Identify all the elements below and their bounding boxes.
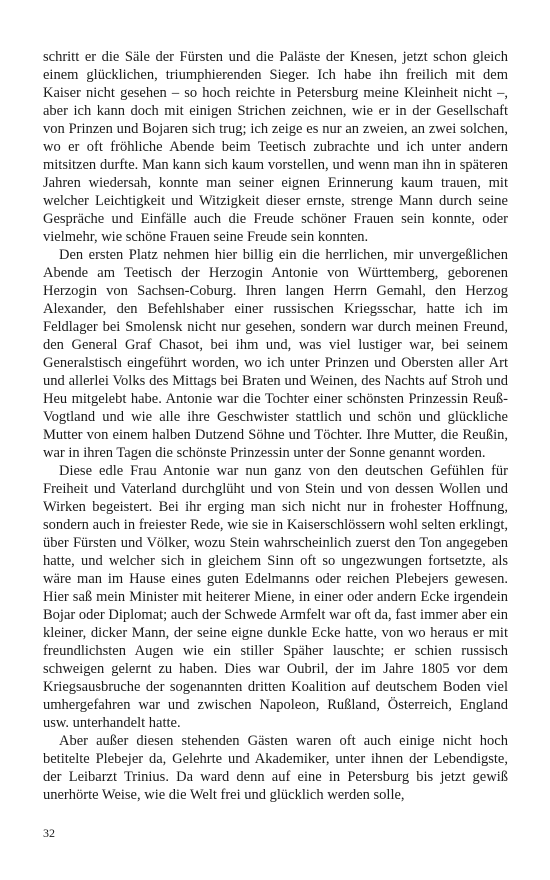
paragraph-antonie-salon: Diese edle Frau Antonie war nun ganz von den deutschen Gefühlen für Freiheit und Vaterland durchglüht und von Stein und von dessen Wollen und Wirken begeistert. Bei ihr erging man sich nicht nur in frohester Hoffnung, sondern auch in freiester Rede, wie sie in Kaiserschlössern wohl selten erklingt, über Fürsten und Völker, wozu Stein wahrscheinlich zuerst den Ton angegeben hatte, und welcher sich in gleichem Sinn oft so ungezwungen fortsetzte, als wäre man im Hause eines guten Edelmanns oder reichen Plebejers gewesen. Hier saß mein Minister mit heiterer Miene, in einer oder andern Ecke irgendein Bojar oder Diplomat; auch der Schwede Armfelt war oft da, fast immer aber ein kleiner, dicker Mann, der seine eigne dunkle Ecke hatte, von wo heraus er mit freundlichsten Augen wie ein stiller Späher lauschte; er schien russisch schweigen gelernt zu haben. Dies war Oubril, der im Jahre 1805 vor dem Kriegsausbruche der sogenannten dritten Koalition auf deutschem Boden viel umhergefahren war und zwischen Napoleon, Rußland, Österreich, England usw. unterhandelt hatte. xyxy=(43,463,508,731)
body-text xyxy=(43,48,508,804)
page-number: 32 xyxy=(43,826,55,840)
paragraph-antonie-evenings: Den ersten Platz nehmen hier billig ein die herrlichen, mir unvergeßlichen Abende am Teetisch der Herzogin Antonie von Württemberg, geborenen Herzogin von Sachsen-Coburg. Ihren langen Herrn Gemahl, den Herzog Alexander, den Befehlshaber einer russischen Kriegsschar, hatte ich im Feldlager bei Smolensk nicht nur gesehen, sondern war durch meinen Freund, den General Graf Chasot, bei ihm und, was viel lustiger war, bei seinem Generalstisch eingeführt worden, wo ich unter Prinzen und Obersten aller Art und allerlei Volks des Mittags bei Braten und Weinen, des Nachts auf Stroh und Heu mitgelebt habe. Antonie war die Tochter einer schönsten Prinzessin Reuß-Vogtland und wie alle ihre Geschwister stattlich und schön und glückliche Mutter von einem halben Dutzend Söhne und Töchter. Ihre Mutter, die Reußin, war in ihren Tagen die schönste Prinzessin unter der Sonne genannt worden. xyxy=(43,247,508,461)
paragraph-continuation: schritt er die Säle der Fürsten und die Paläste der Knesen, jetzt schon gleich einem glücklichen, triumphierenden Sieger. Ich habe ihn freilich mit dem Kaiser nicht gesehen – so hoch reichte in Petersburg meine Kleinheit nicht –, aber ich kann doch mit einigen Strichen zeichnen, wie er in der Gesellschaft von Prinzen und Bojaren sich trug; ich zeige es nur an zweien, an zwei solchen, wo er oft fröhliche Abende beim Teetisch zubrachte und ich unter andern mitsitzen durfte. Man kann sich kaum vorstellen, und wenn man ihn in späteren Jahren wiedersah, konnte man seiner eignen Erinnerung kaum trauen, mit welcher Leichtigkeit und Witzigkeit dieser ernste, strenge Mann durch seine Gespräche und Einfälle auch die Freude schöner Frauen sein konnte, oder vielmehr, wie schöne Frauen seine Freude sein konnten. xyxy=(43,49,508,245)
paragraph-guests: Aber außer diesen stehenden Gästen waren oft auch einige nicht hoch betitelte Plebejer da, Gelehrte und Akademiker, unter ihnen der Lebendigste, der Leibarzt Trinius. Da ward denn auf eine in Petersburg bis jetzt gewiß unerhörte Weise, wie die Welt frei und glücklich werden solle, xyxy=(43,733,508,803)
